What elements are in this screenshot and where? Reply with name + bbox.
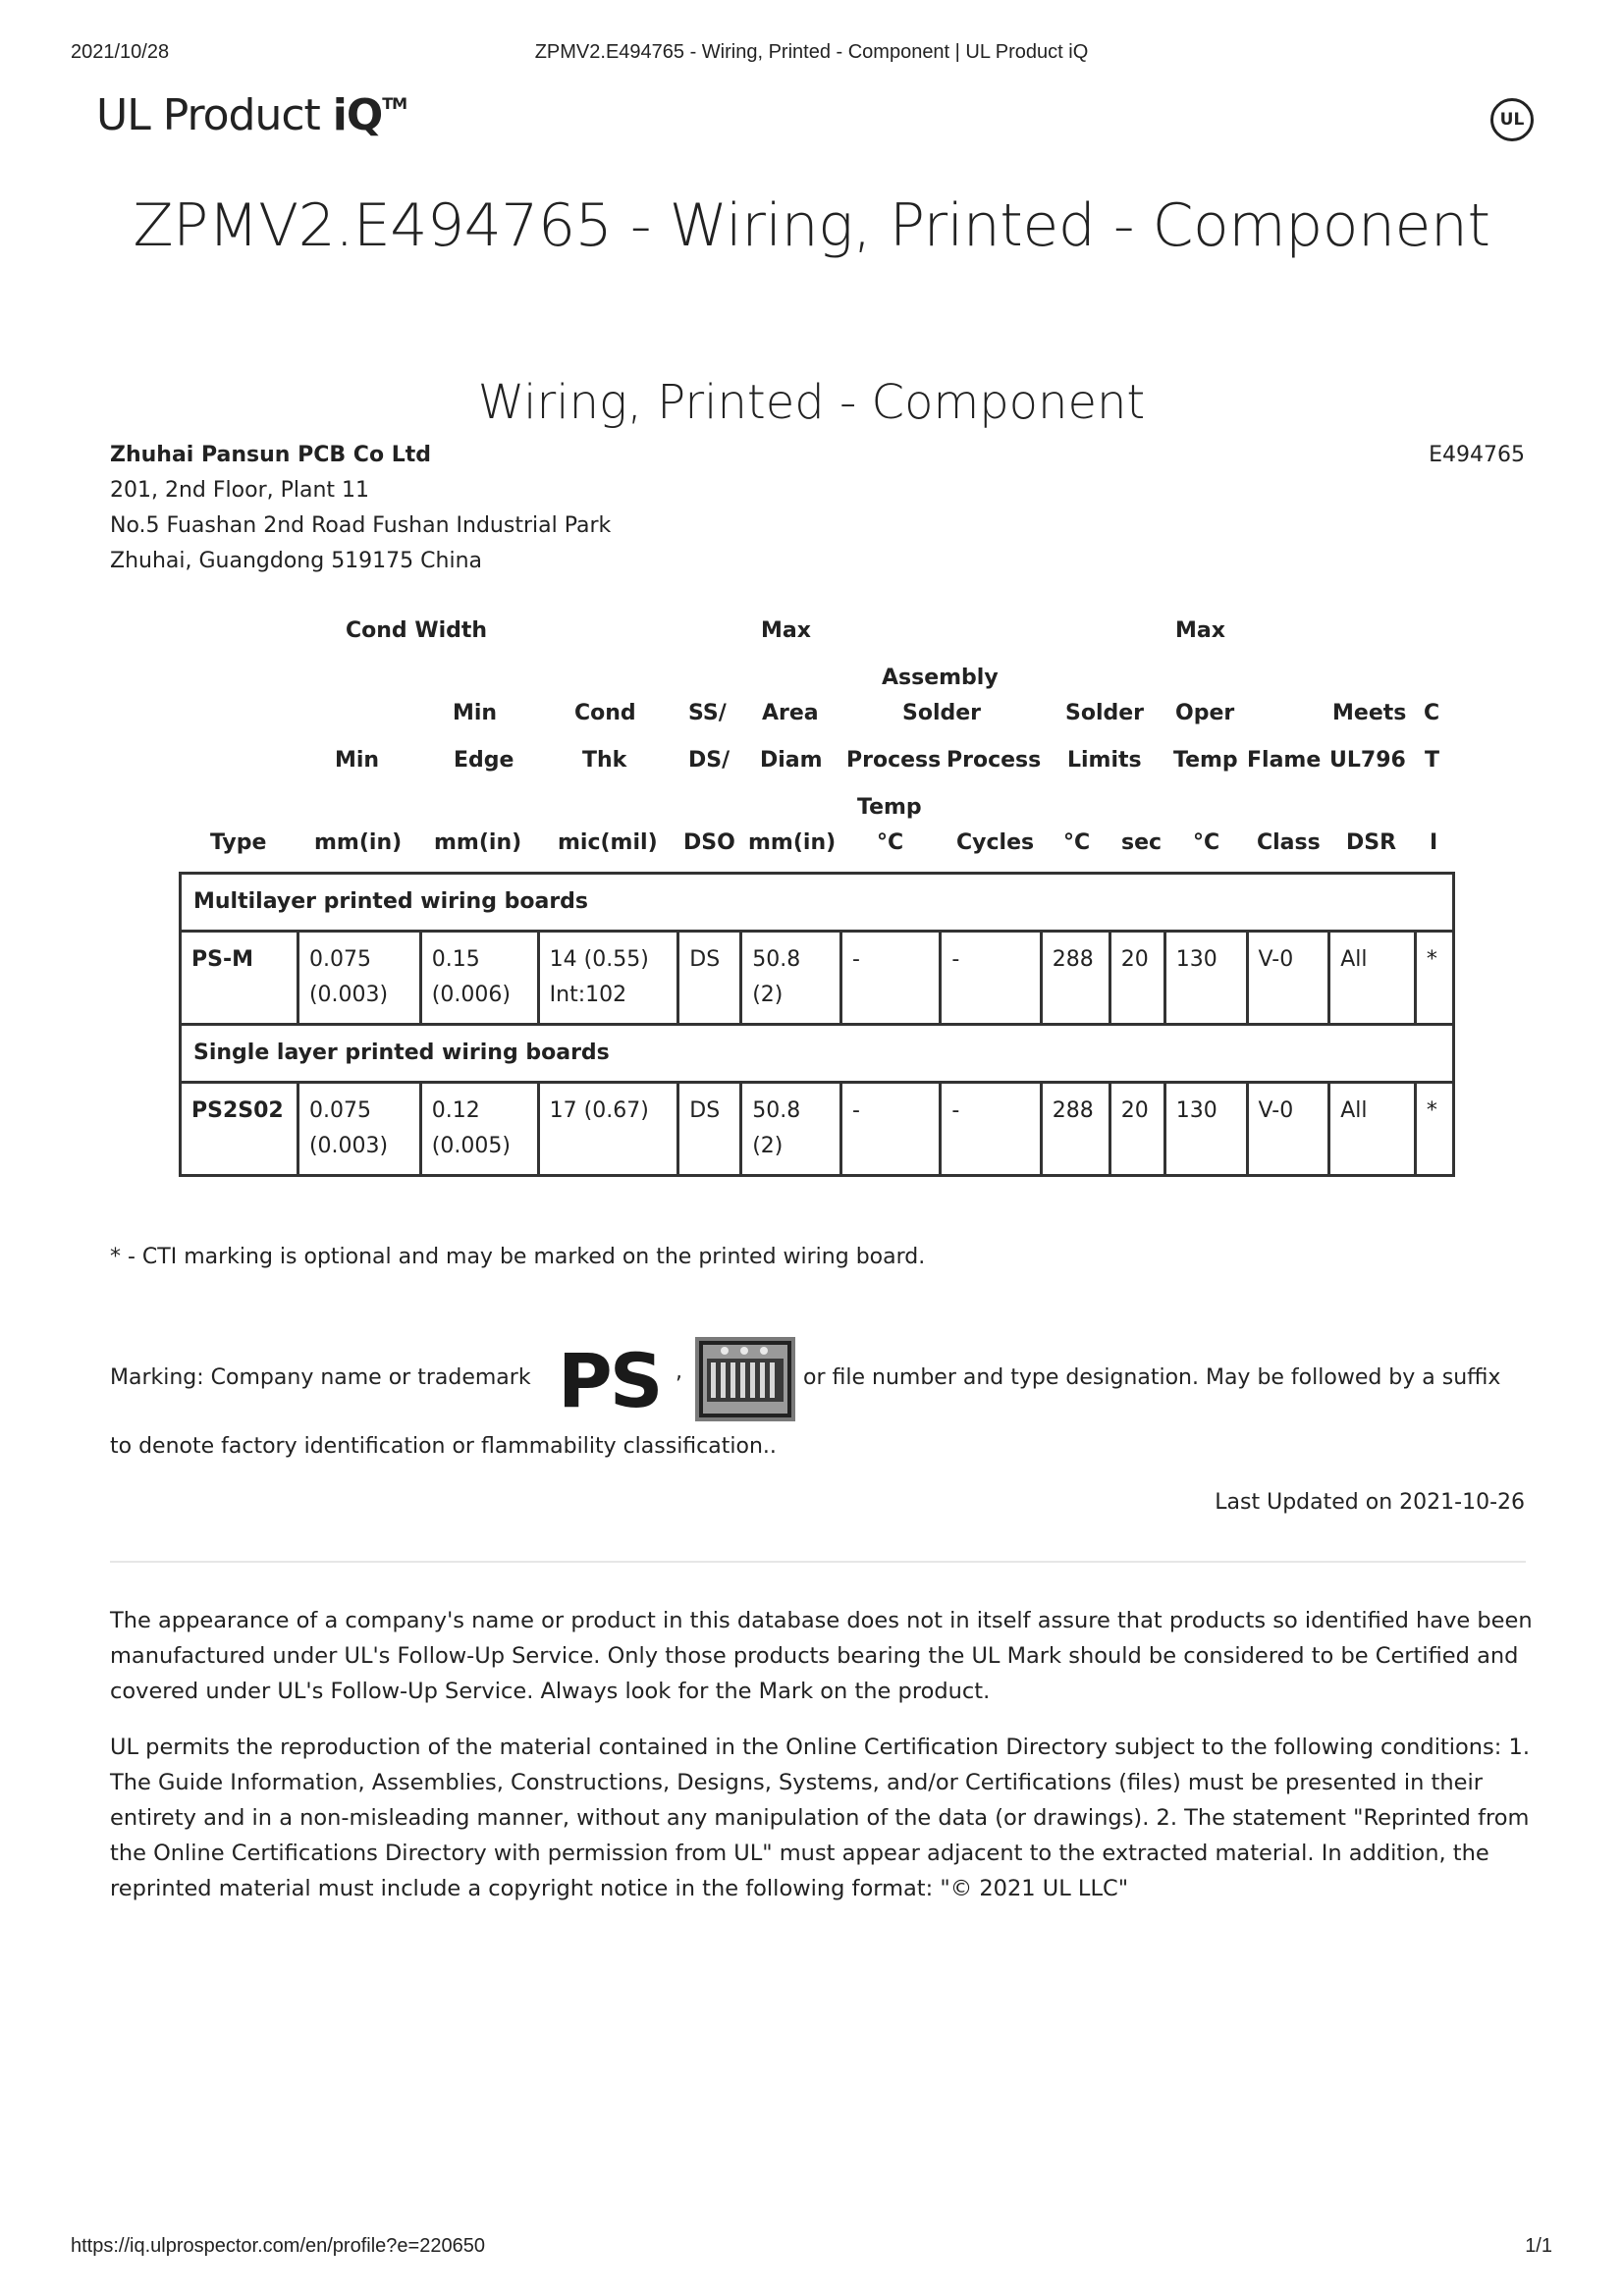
table-row [181, 932, 1454, 1025]
ul-product-iq-logo[interactable] [96, 90, 406, 140]
cell-line: (0.005) [431, 1134, 511, 1158]
cell-line: 50.8 [752, 947, 801, 972]
marking-comma: , [676, 1360, 682, 1384]
hdr-oper-2: Temp [1173, 748, 1238, 773]
cell-dsr: All [1329, 1083, 1416, 1176]
print-date: 2021/10/28 [71, 41, 170, 63]
cell-cond-thk [538, 1083, 678, 1176]
ul-mark-icon [1490, 98, 1534, 141]
marking-prefix: Marking: Company name or trademark [110, 1365, 531, 1390]
hdr-minedge-2: Edge [454, 748, 514, 773]
cell-solder-sec: 20 [1109, 1083, 1164, 1176]
company-name: Zhuhai Pansun PCB Co Ltd [110, 443, 432, 467]
print-url[interactable]: https://iq.ulprospector.com/en/profile?e=220650 [71, 2235, 485, 2257]
section-row [181, 874, 1454, 932]
hdr-solder-limits-2: Limits [1067, 748, 1142, 773]
cell-line: (2) [752, 983, 784, 1007]
cell-type: PS2S02 [181, 1083, 298, 1176]
cell-line: (2) [752, 1134, 784, 1158]
logo-bold: iQ [332, 90, 383, 140]
hdr-oper-3: °C [1193, 830, 1220, 855]
cell-min-edge [420, 932, 538, 1025]
hdr-cond-width: Cond Width [346, 618, 488, 643]
cell-dsr: All [1329, 932, 1416, 1025]
hdr-process-1: Process [846, 748, 942, 773]
hdr-ss-1: SS/ [688, 701, 727, 725]
logo-plain: UL Product [96, 90, 333, 140]
hdr-cti-1: C [1424, 701, 1440, 725]
company-address [110, 438, 611, 579]
cell-flame: V-0 [1247, 932, 1329, 1025]
cell-flame: V-0 [1247, 1083, 1329, 1176]
cell-oper-temp: 130 [1164, 1083, 1247, 1176]
hdr-meets-2: UL796 [1329, 748, 1406, 773]
hdr-solder-1: Solder [902, 701, 982, 725]
cell-line: (0.003) [308, 1134, 389, 1158]
cti-note: * - CTI marking is optional and may be marked on the printed wiring board. [110, 1245, 926, 1269]
print-title: ZPMV2.E494765 - Wiring, Printed - Component | UL Product iQ [534, 41, 1089, 63]
cell-solder-sec: 20 [1109, 932, 1164, 1025]
cell-line: 50.8 [752, 1098, 801, 1123]
cell-area [741, 1083, 841, 1176]
cell-min-width [298, 1083, 420, 1176]
ps-trademark-logo: PS [558, 1337, 661, 1424]
cell-line: 17 (0.67) [549, 1098, 649, 1123]
cell-cti: * [1415, 1083, 1453, 1176]
section-label: Multilayer printed wiring boards [181, 874, 1454, 932]
address-line-3: Zhuhai, Guangdong 519175 China [110, 549, 483, 573]
table-row [181, 1083, 1454, 1176]
hdr-minedge-1: Min [453, 701, 498, 725]
cell-line: 0.075 [308, 1098, 371, 1123]
hdr-cycles: Cycles [956, 830, 1035, 855]
marking-suffix: or file number and type designation. May be followed by a suffix [803, 1365, 1501, 1390]
pcb-trademark-icon [695, 1337, 795, 1421]
cell-line: 0.075 [308, 947, 371, 972]
hdr-cond-1: Cond [574, 701, 636, 725]
hdr-type: Type [210, 830, 267, 855]
hdr-assembly: Assembly [882, 666, 999, 690]
hdr-cti-2: T [1425, 748, 1440, 773]
hdr-cti-3: I [1430, 830, 1438, 855]
logo-tm: TM [382, 94, 407, 113]
hdr-solder-limits-1: Solder [1065, 701, 1145, 725]
cell-cycles: - [941, 1083, 1041, 1176]
cell-min-width [298, 932, 420, 1025]
cell-temp: - [840, 1083, 940, 1176]
cell-line: 14 (0.55) [549, 947, 649, 972]
hdr-flame-1: Flame [1247, 748, 1322, 773]
cell-area [741, 932, 841, 1025]
cell-cond-thk [538, 932, 678, 1025]
hdr-max-2: Max [1175, 618, 1225, 643]
cell-temp: - [840, 932, 940, 1025]
hdr-cond-3: mic(mil) [558, 830, 658, 855]
cell-line: 0.15 [431, 947, 480, 972]
hdr-meets-1: Meets [1332, 701, 1407, 725]
cell-line: 0.12 [431, 1098, 480, 1123]
address-line-2: No.5 Fuashan 2nd Road Fushan Industrial Park [110, 513, 612, 538]
hdr-min-2: mm(in) [314, 830, 403, 855]
hdr-cond-2: Thk [582, 748, 627, 773]
cell-solder-c: 288 [1041, 932, 1109, 1025]
cell-cti: * [1415, 932, 1453, 1025]
cell-cycles: - [941, 932, 1041, 1025]
divider [110, 1561, 1526, 1563]
last-updated: Last Updated on 2021-10-26 [1215, 1490, 1525, 1515]
hdr-solder-sec: sec [1121, 830, 1163, 855]
cell-ss: DS [678, 1083, 741, 1176]
file-number: E494765 [1429, 443, 1525, 467]
certification-table [179, 872, 1455, 1177]
section-row [181, 1025, 1454, 1083]
hdr-min-1: Min [335, 748, 380, 773]
hdr-area-2: Diam [760, 748, 823, 773]
hdr-process-2: Process [947, 748, 1042, 773]
cell-type: PS-M [181, 932, 298, 1025]
hdr-solder-c: °C [1063, 830, 1091, 855]
address-line-1: 201, 2nd Floor, Plant 11 [110, 478, 370, 503]
cell-ss: DS [678, 932, 741, 1025]
cell-line: (0.006) [431, 983, 511, 1007]
cell-oper-temp: 130 [1164, 932, 1247, 1025]
hdr-ss-3: DSO [683, 830, 735, 855]
ul-mark-text: UL [1499, 110, 1525, 130]
hdr-max-1: Max [761, 618, 811, 643]
hdr-oper-1: Oper [1175, 701, 1235, 725]
hdr-area-1: Area [762, 701, 819, 725]
disclaimer-follow-up: The appearance of a company's name or product in this database does not in itself assure that products so identified have been manufactured under UL's Follow-Up Service. Only those products bearing the UL Mark should be considered to be Certified and covered under UL's Follow-Up Service. Always look for the Mark on the product. [110, 1608, 1533, 1704]
cell-min-edge [420, 1083, 538, 1176]
disclaimer-reproduction: UL permits the reproduction of the material contained in the Online Certification Directory subject to the following conditions: 1. The Guide Information, Assemblies, Constructions, Designs, Systems, and/or Certifications (files) must be presented in their entirety and in a non-misleading manner, without any manipulation of the data (or drawings). 2. The statement "Reprinted from the Online Certifications Directory with permission from UL" must appear adjacent to the extracted material. In addition, the reprinted material must include a copyright notice in the following format: "© 2021 UL LLC" [110, 1735, 1530, 1901]
print-page-number: 1/1 [1525, 2235, 1552, 2257]
hdr-temp-1: Temp [857, 795, 922, 820]
hdr-minedge-3: mm(in) [434, 830, 522, 855]
cell-line: Int:102 [549, 983, 627, 1007]
hdr-area-3: mm(in) [748, 830, 837, 855]
section-label: Single layer printed wiring boards [181, 1025, 1454, 1083]
hdr-meets-3: DSR [1346, 830, 1397, 855]
page-title: ZPMV2.E494765 - Wiring, Printed - Component [133, 191, 1490, 260]
hdr-flame-2: Class [1257, 830, 1321, 855]
cell-line: (0.003) [308, 983, 389, 1007]
section-title: Wiring, Printed - Component [477, 375, 1146, 430]
hdr-ss-2: DS/ [688, 748, 730, 773]
hdr-temp-2: °C [877, 830, 904, 855]
cell-solder-c: 288 [1041, 1083, 1109, 1176]
marking-line-2: to denote factory identification or flammability classification.. [110, 1434, 777, 1459]
